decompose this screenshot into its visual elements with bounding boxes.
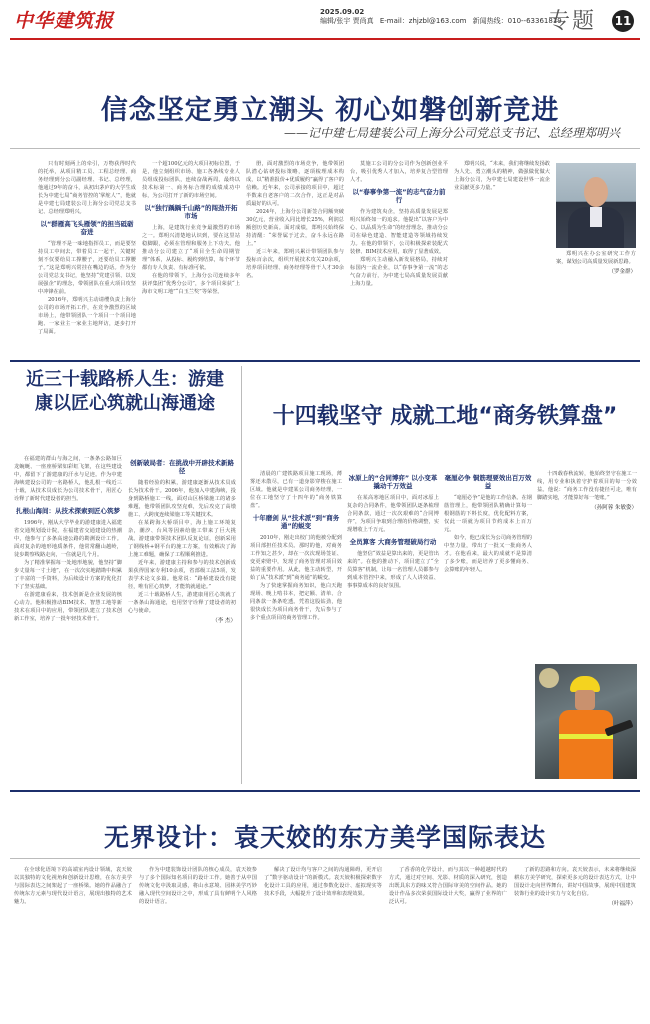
paragraph: 近年来，游建康主持和参与的技术创新成果获得国家专利10余项，省部级工法5项，发表学术论文多篇。他常说：“路桥建设没有捷径，唯有匠心筑梦，才能筑就通途。” xyxy=(128,560,236,590)
meta-date: 2025.09.02 xyxy=(320,8,365,16)
paragraph: “管理不是一味地指挥员工，而是要坚持员工中间去，带着员工一起干，关键时刻不仅要给员工撑腰子，还要给员工撑腰子。”这是郑明兴常挂在嘴边的话。作为分公司党总支书记，他坚持“党建引领、以发展强企”的理念，带领团队在重大项目攻坚中冲锋在前。 xyxy=(38,241,136,295)
paragraph: 郑明兴主动融入新发展格局，持续对标国内一流企业，以“春事争第一流”的志气奋力前行，为中建七局高质量发展贡献上海力量。 xyxy=(350,257,448,287)
paragraph: 十四载春秋流转，他始终坚守在施工一线，用专业和执着守护着项目的每一分效益。他说：“商务工作没有捷径可走，唯有脚踏实地，才能算好每一笔账。” xyxy=(537,471,637,501)
portrait-caption xyxy=(556,250,636,276)
meta-email: E-mail：zhjzbl@163.com xyxy=(379,17,467,25)
bottom-story-column-1 xyxy=(14,866,132,1016)
bottom-story-column-5 xyxy=(514,866,636,1016)
paragraph: 郑明兴说，“未来，我们将继续发扬敢为人先、勇立潮头的精神，做强做优做大上海分公司，为中建七局建设世界一流企业贡献更多力量。” xyxy=(454,161,550,191)
masthead-meta xyxy=(320,8,566,26)
paragraph: 莫施工公司的分公司作为创新创业平台，吸引优秀人才加入，培养复合型管理人才。 xyxy=(350,161,448,183)
credit: （孙阿蓉 朱敏姿） xyxy=(591,505,637,511)
paragraph: 作为中建装饰设计团队的核心成员，袁天姣参与了多个国际知名项目的设计工作。她善于从中国传统文化中汲取灵感，将山水意境、园林美学巧妙融入现代空间设计之中，形成了具有鲜明个人风格的设计语言。 xyxy=(139,867,257,905)
top-story-subheadline: ——记中建七局建装公司上海分公司党总支书记、总经理郑明兴 xyxy=(283,126,620,140)
caption-text: 郑明兴在办公室研究工作方案，谋划公司高质量发展新思路。 xyxy=(556,251,636,265)
paragraph: 在游建康看来，技术创新是企业发展的核心动力。他积极推动BIM技术、智慧工地等新技术在项目中的应用，带领团队建立了技术创新工作室，培养了一批年轻技术骨干。 xyxy=(14,592,122,622)
divider xyxy=(10,858,640,859)
bottom-story-column-3 xyxy=(264,866,382,1016)
bottom-story-headline: 无界设计：袁天姣的东方美学国际表达 xyxy=(103,823,546,852)
portrait-photo xyxy=(556,163,636,248)
paragraph: 了新的思路和方向。袁天姣表示，未来将继续深耕东方美学研究，探索更多元的设计表达方式，让中国设计走向世界舞台，讲好中国故事，展现中国建筑装饰行业的设计实力与文化自信。 xyxy=(514,867,636,897)
paragraph: 在某跨海大桥项目中，海上施工环境复杂，潮汐、台风等因素给施工带来了巨大挑战。游建康带领技术团队反复论证，创新采用了钢栈桥+钢平台的施工方案，有效解决了海上施工难题，确保了工程顺利推进。 xyxy=(128,520,236,558)
right-story-subhead-4: 毫厘必争 铜筋理要效出百万效益 xyxy=(444,474,532,490)
top-story-column-1 xyxy=(38,160,136,355)
paragraph: 他坚信“效益是算出来的，更是管出来的”。在他的推动下，项目建立了“全员算客”机制，让每一名管理人员都参与到成本管控中来，形成了人人讲效益、事事算成本的良好氛围。 xyxy=(347,551,439,589)
top-story-subhead-2: 以“独行踽踽千山路”的闯劲开拓市场 xyxy=(144,204,238,220)
divider xyxy=(10,360,640,362)
paragraph: 解决了设计均与客户之间的沟通障碍，更开启了“数字驱动设计”的新模式。袁天姣积极探索数字化设计工具的应用，通过参数化设计、虚拟现实等技术手段，大幅提升了设计效率和表现效果。 xyxy=(264,867,382,897)
meta-hotline: 新闻热线：010--63361819 xyxy=(472,17,562,25)
left-story-column-2 xyxy=(128,455,236,783)
top-story-column-5 xyxy=(454,160,550,355)
divider xyxy=(10,790,640,792)
paragraph: 在福建的群山与海之间，一条条公路如巨龙蜿蜒、一座座桥梁如彩虹飞架，在这些建设中，都留下了游建康的汗水与足迹。作为中建海峡建设公司的一名路桥人，他扎根一线近三十载，从技术员成长为公司技术骨干，用匠心诠释了新时代建设者的担当。 xyxy=(14,456,122,502)
top-story-column-4 xyxy=(350,160,448,355)
credit: （李 杰） xyxy=(212,618,236,624)
paragraph: 了香香的化学设计，而与其以一种超越时代的方式，通过对空间、光影、材质的深入研究，创造出既具东方韵味又符合国际审美的空间作品。她的设计作品多次荣获国际设计大奖，赢得了业界的广泛认可。 xyxy=(389,867,507,905)
divider xyxy=(10,148,640,149)
paragraph: 2010年，刚走出校门的他被分配到项目部担任技术员。那时的他，对商务工作知之甚少，却在一次次现场签证、变更索赔中，发现了商务管理对项目效益的重要作用。从此，他主动转型，开始了从“技术派”到“商务通”的蜕变。 xyxy=(250,535,342,581)
meta-editors: 编辑/张宇 贾尚真 xyxy=(320,17,374,25)
right-story-column-3 xyxy=(444,470,532,783)
bottom-story-column-2 xyxy=(139,866,257,1016)
bottom-story-column-4 xyxy=(389,866,507,1016)
top-story-column-2 xyxy=(142,160,240,355)
paragraph: 2024年，上海分公司新签合同额突破30亿元，营业收入同比增长25%，利润总额创历史新高。面对成绩，郑明兴始终保持清醒：“荣誉属于过去，奋斗永远在路上。” xyxy=(246,209,344,247)
paragraph: 近三十载路桥人生，游建康用匠心筑就了一条条山海通途，也用坚守诠释了建设者的初心与使命。 xyxy=(128,592,236,614)
right-story-subhead-1: 十年磨剑 从“技术派”到“商务通”的蜕变 xyxy=(252,514,340,530)
paragraph: 1996年，刚从大学毕业的游建康进入福建省交通规划设计院，在福建省交通建设的热潮中，他参与了多条高速公路的勘测设计工作。面对复杂的地形地质条件，他常常翻山越岭，徒步勘察线路走向，一住就是几个月。 xyxy=(14,520,122,558)
top-story-headline: 信念坚定勇立潮头 初心如磐创新竞进 xyxy=(100,95,560,126)
masthead-rule xyxy=(10,38,640,40)
paragraph: 册，面对激烈的市场竞争，他带领团队潜心钻研投标策略，逐项梳理成本构成，以“精准报价+优质履约”赢得了客户的信赖。近年来，公司承接的项目中，超过半数来自老客户的二次合作，这正是对品质最好的认可。 xyxy=(246,161,344,207)
paragraph: 上海，是建筑行业竞争最激烈的市场之一。郑明兴清楚地认识到，要在这里站稳脚跟，必须在管理和服务上下功夫。他推动分公司建立了“项目全生命周期管理”体系，从投标、履约到结算，每个环节都有专人负责、有标准可依。 xyxy=(142,225,240,271)
paragraph: 清晨的广建铁路项目施工现场，薄雾还未散尽，已有一道身影穿梭在施工区域。他就是中建某公司商务经理，一位在工地坚守了十四年的“商务铁算盘”。 xyxy=(250,471,342,509)
right-story-headline: 十四载坚守 成就工地“商务铁算盘” xyxy=(272,404,618,429)
paragraph: 为了精准掌握每一处地形地貌，他坚持“脚步丈量每一寸土地”，在一次次实地踏勘中积累了丰富的一手资料，为后续设计方案的优化打下了坚实基础。 xyxy=(14,560,122,590)
right-story-subhead-3: 全员算客 大商务管理破局行动 xyxy=(349,538,437,546)
paragraph: “毫厘必争”是他的工作信条。在钢筋管理上，他带领团队精确计算每一根钢筋的下料长度，优化配料方案，仅此一项就为项目节约成本上百万元。 xyxy=(444,495,532,533)
paragraph: 在他的带领下，上海分公司连续多年获评集团“优秀分公司”，多个项目荣获“上海市文明工地”“白玉兰奖”等荣誉。 xyxy=(142,273,240,295)
paragraph: 一个超100亿元的大项目初标位置，于是，他立刻组织市场、施工各条线专业人员组成投标团队，连续奋战两周，最终以技术标第一、商务标合理的成绩成功中标，为公司打开了新的市场空间。 xyxy=(142,161,240,199)
paragraph: 在某高寒地区项目中，面对冰原上复杂的合同条件，他带领团队逐条梳理合同条款，通过一次次艰难的“合同博弈”，为项目争取到合理的价格调整，实现增收上千万元。 xyxy=(347,495,439,533)
credit: （叶福萍） xyxy=(608,901,636,907)
paragraph: 作为建筑央企，坚持高质量发展是郑明兴始终如一的追求。他提出“以客户为中心、以品质为生命”的经营理念，推动分公司在绿色建造、智能建造等领域持续发力。在他的带领下，公司积极探索装配式装修、BIM技术应用，取得了显著成效。 xyxy=(350,209,448,255)
left-story-subhead-1: 扎根山海间：从技术探索到匠心筑梦 xyxy=(16,507,120,515)
paragraph: 如今，他已成长为公司商务管理的中坚力量，带出了一批又一批商务人才。在他看来，最大的成就不是算清了多少账，而是培养了更多懂商务、会算账的年轻人。 xyxy=(444,535,532,573)
left-story-headline: 近三十载路桥人生：游建康以匠心筑就山海通途 xyxy=(26,369,224,414)
paragraph: 随着经验的积累，游建康逐渐从技术员成长为技术骨干。2006年，他加入中建海峡，投身到路桥施工一线。面对山区桥梁施工的诸多难题，他带领团队攻坚克难，先后攻克了高墩施工、大跨度连续梁施工等关键技术。 xyxy=(128,480,236,518)
right-story-column-4 xyxy=(537,470,637,660)
top-story-subhead-3: 以“春事争第一流”的志气奋力前行 xyxy=(352,188,446,204)
paragraph: 在全球化语境下的高端室内设计领域，袁天姣以其独特的文化视角和创新设计思维，在东方美学与国际表达之间架起了一座桥梁。她的作品融合了传统东方元素与现代设计语言，展现出独特的艺术魅力。 xyxy=(14,867,132,905)
top-story-column-3 xyxy=(246,160,344,355)
credit: （罗金群） xyxy=(608,269,636,275)
right-story-column-2 xyxy=(347,470,439,783)
worker-photo xyxy=(535,664,637,779)
top-story-subhead-1: 以“群雁高飞头雁领”的担当砥砺奋进 xyxy=(40,220,134,236)
page-number: 11 xyxy=(612,10,634,32)
paragraph: 近三年来，郑明兴累计带领团队参与投标百余次，组织开展技术攻关20余项，培养项目经理、商务经理等骨干人才30余名。 xyxy=(246,249,344,279)
left-story-column-1 xyxy=(14,455,122,783)
paragraph: 2016年，郑明兴主动请缨负责上海分公司的市场开拓工作，在竞争激烈的区域市场上，他带领团队一个项目一个项目地跑、一家业主一家业主地拜访，逐步打开了局面。 xyxy=(38,297,136,335)
paragraph: 只有时刻两上的牵引，万物获得时代的托举，从项目精工员、工程总经理、商务经理到分公司副经理、书记、总经理，他通过9年的奋斗，从初出茅庐的大学生成长为中建七局“商务管控的‘掌舵人’”，他就是中建七局建装公司上海分公司党总支书记、总经理郑明兴。 xyxy=(38,161,136,215)
right-story-column-1 xyxy=(250,470,342,783)
right-story-subhead-2: 冰原上的“合同博弈” 以小变革撬动千万效益 xyxy=(348,474,438,490)
left-story-subhead-2: 创新破局者：在挑战中开辟技术新路径 xyxy=(130,459,234,475)
paragraph: 为了快速掌握商务知识，他白天跑现场、晚上啃书本，把定额、清单、合同条款一条条吃透。凭着这股钻劲，他很快成长为项目商务骨干，先后参与了多个重点项目的商务管理工作。 xyxy=(250,583,342,621)
newspaper-logo: 中华建筑报 xyxy=(14,10,115,32)
column-divider xyxy=(241,366,242,784)
section-title: 专题 xyxy=(548,9,597,34)
